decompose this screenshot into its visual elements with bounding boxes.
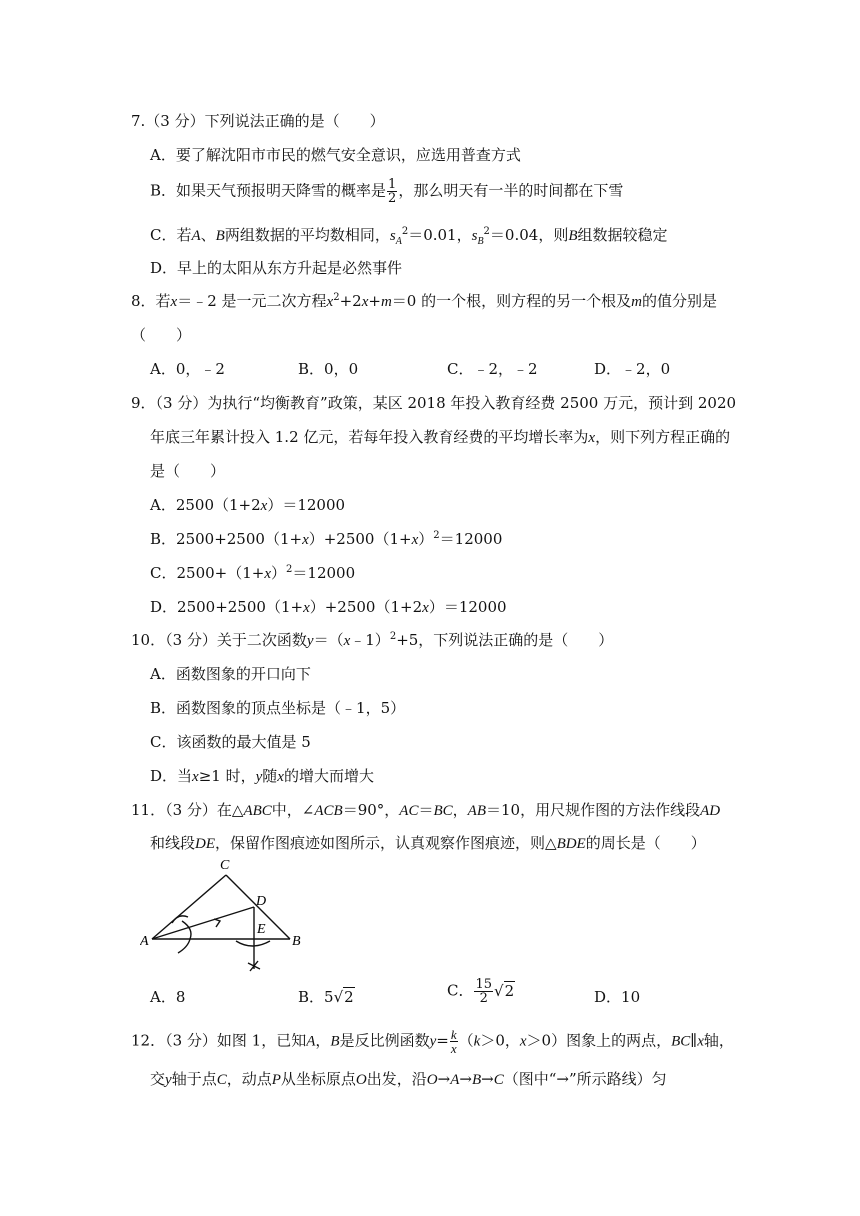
- q10-stem: 10．（3 分）关于二次函数y＝（x﹣1）$^2$+5，下列说法正确的是（ ）: [131, 631, 614, 649]
- q9-line3: 是（ ）: [150, 462, 226, 480]
- q11-fraction: $\frac{15}{2}$: [475, 977, 493, 1006]
- label-a: A: [140, 934, 149, 949]
- sqrt: √2: [494, 981, 515, 1000]
- arc-near-a: [178, 921, 191, 953]
- q7-stem: 7.（3 分）下列说法正确的是（ ）: [131, 112, 385, 130]
- label-b: B: [292, 934, 301, 949]
- q9-option-a: A．2500（1+2x）＝12000: [150, 496, 346, 514]
- label-c: C: [220, 858, 230, 873]
- label-e: E: [257, 922, 266, 937]
- q9-line1: 9．（3 分）为执行“均衡教育”政策，某区 2018 年投入教育经费 2500 万元，预计到 2020: [131, 394, 737, 412]
- q7-fraction: $\frac{1}{2}$: [388, 177, 397, 206]
- q8-option-a: A．0，﹣2: [150, 360, 225, 378]
- q7-option-a: A．要了解沈阳市市民的燃气安全意识，应选用普查方式: [150, 146, 521, 164]
- segment-ac: [152, 875, 226, 939]
- q7-option-c: C．若A、B两组数据的平均数相同，$s_A^2=0.01$，$s_B^2=0.04$，则B组数据较稳定: [150, 226, 668, 247]
- q8-option-b: B．0，0: [298, 360, 359, 378]
- arc-on-ac: [172, 916, 188, 923]
- q8-option-d: D．﹣2，0: [594, 360, 671, 378]
- label-d: D: [256, 894, 267, 909]
- q9-line2: 年底三年累计投入 1.2 亿元，若每年投入教育经费的平均增长率为x，则下列方程正确的: [150, 428, 731, 446]
- q11-option-c: C． $\frac{15}{2}$ √2: [447, 977, 515, 1006]
- sqrt: √2: [333, 988, 354, 1006]
- q7-option-d: D．早上的太阳从东方升起是必然事件: [150, 259, 403, 277]
- q8-paren: （ ）: [131, 326, 192, 344]
- q8-stem: 8．若x＝﹣2 是一元二次方程$x^2+2x+m=0$ 的一个根，则方程的另一个根及m的值分别是: [131, 292, 717, 310]
- q12-stem-line2: 交y轴于点C，动点P从坐标原点O出发，沿O→A→B→C（图中“→”所示路线）匀: [150, 1070, 667, 1088]
- q11-option-b: B．5√2: [298, 988, 354, 1006]
- q10-option-d: D．当x≥1 时，y随x的增大而增大: [150, 767, 374, 785]
- q10-option-c: C．该函数的最大值是 5: [150, 733, 311, 751]
- q9-option-c: C．$2500+(1+x)^2=12000$: [150, 564, 356, 582]
- q9-option-d: D．2500+2500（1+x）+2500（1+2x）＝12000: [150, 598, 507, 616]
- q11-option-a: A．8: [150, 988, 186, 1006]
- q11-stem-line2: 和线段DE，保留作图痕迹如图所示，认真观察作图痕迹，则△BDE的周长是（ ）: [150, 834, 706, 852]
- segment-ad: [152, 907, 254, 939]
- arc-below-ab: [236, 941, 270, 946]
- q12-fraction: $\frac{k}{x}$: [450, 1027, 457, 1056]
- q11-option-d: D．10: [594, 988, 641, 1006]
- q11-triangle-figure: [140, 855, 320, 975]
- q9-option-b: B．$2500+2500(1+x)+2500(1+x)^2=12000$: [150, 530, 503, 548]
- q7-option-b: B．如果天气预报明天降雪的概率是 $\frac{1}{2}$ ，那么明天有一半的时间都在下雪: [150, 177, 624, 206]
- q10-option-b: B．函数图象的顶点坐标是（﹣1，5）: [150, 699, 406, 717]
- q10-option-a: A．函数图象的开口向下: [150, 665, 311, 683]
- q12-stem-line1: 12．（3 分）如图 1，已知A，B是反比例函数y= $\frac{k}{x}$ （k＞0，x＞0）图象上的两点，BC∥x轴，: [131, 1027, 734, 1056]
- arc-on-ad: [214, 919, 220, 927]
- q8-option-c: C．﹣2，﹣2: [447, 360, 538, 378]
- q11-stem-line1: 11．（3 分）在△ABC中，∠ACB＝90°，AC＝BC，AB＝10，用尺规作图的方法作线段AD: [131, 801, 721, 819]
